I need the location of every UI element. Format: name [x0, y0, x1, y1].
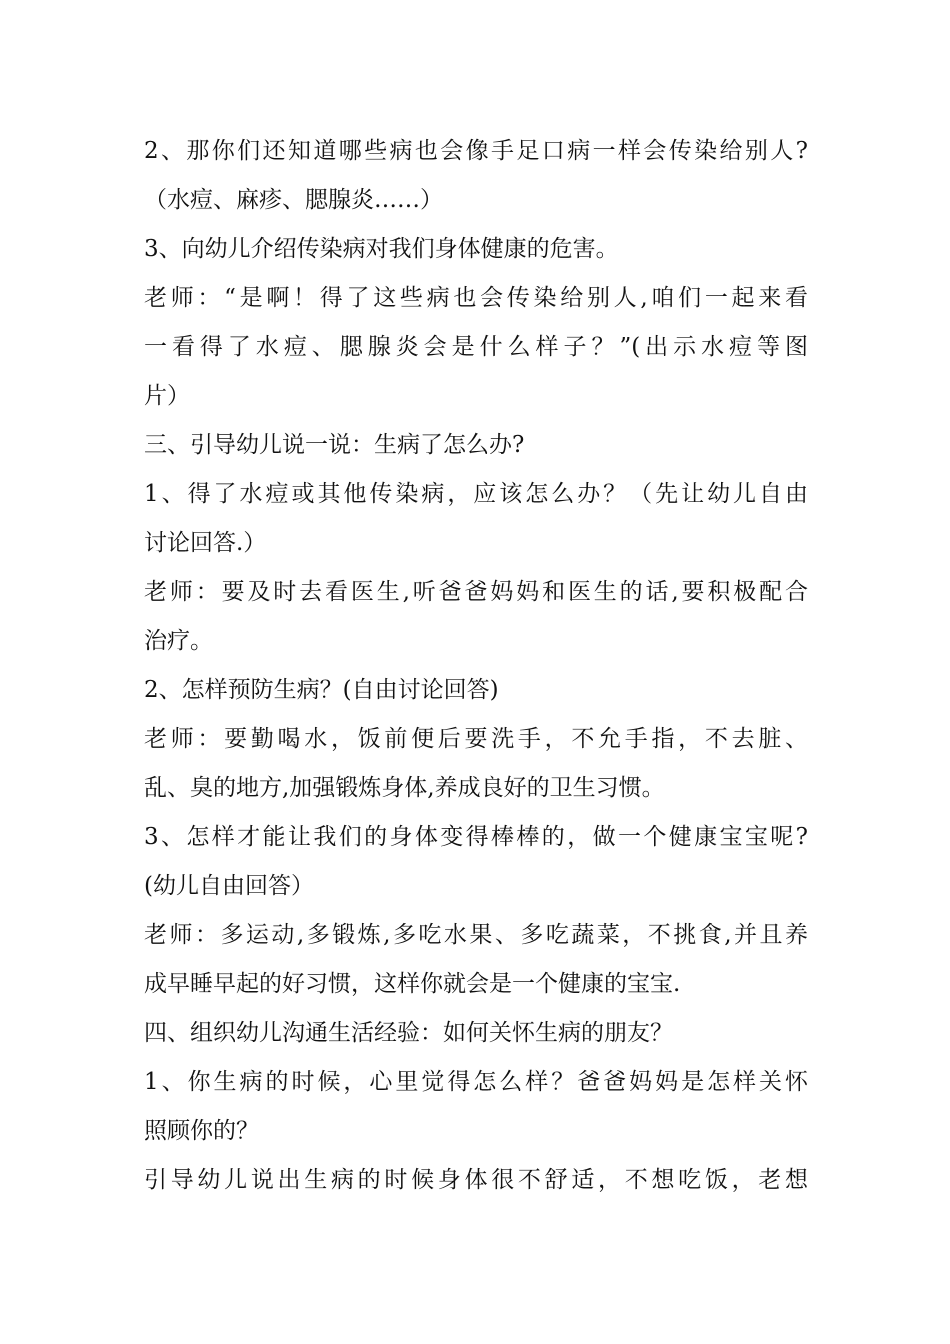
paragraph-line: 3、向幼儿介绍传染病对我们身体健康的危害。 — [144, 236, 619, 262]
section-heading: 三、引导幼儿说一说：生病了怎么办? — [144, 432, 525, 458]
paragraph-line: 1、得了水痘或其他传染病，应该怎么办？（先让幼儿自由 — [144, 481, 808, 507]
paragraph-line: 片） — [144, 383, 190, 409]
paragraph-line: (幼儿自由回答） — [144, 873, 314, 899]
paragraph-line: 2、怎样预防生病？(自由讨论回答) — [144, 677, 499, 703]
paragraph-line: 引导幼儿说出生病的时候身体很不舒适，不想吃饭，老想 — [144, 1167, 808, 1193]
paragraph-line: 3、怎样才能让我们的身体变得棒棒的，做一个健康宝宝呢? — [144, 824, 808, 850]
paragraph-line: （水痘、麻疹、腮腺炎……） — [144, 187, 443, 213]
document-body — [144, 127, 808, 1205]
paragraph-line: 老师：“是啊！得了这些病也会传染给别人,咱们一起来看 — [144, 285, 808, 311]
paragraph-line: 治疗。 — [144, 628, 213, 654]
paragraph-line: 乱、臭的地方,加强锻炼身体,养成良好的卫生习惯。 — [144, 775, 665, 801]
paragraph-line: 老师：多运动,多锻炼,多吃水果、多吃蔬菜，不挑食,并且养 — [144, 922, 808, 948]
paragraph-line: 2、那你们还知道哪些病也会像手足口病一样会传染给别人? — [144, 138, 808, 164]
paragraph-line: 照顾你的？ — [144, 1118, 259, 1144]
paragraph-line: 成早睡早起的好习惯，这样你就会是一个健康的宝宝. — [144, 971, 681, 997]
paragraph-line: 一看得了水痘、腮腺炎会是什么样子？”(出示水痘等图 — [144, 334, 808, 360]
paragraph-line: 1、你生病的时候，心里觉得怎么样？爸爸妈妈是怎样关怀 — [144, 1069, 808, 1095]
paragraph-line: 老师：要及时去看医生,听爸爸妈妈和医生的话,要积极配合 — [144, 579, 808, 605]
paragraph-line: 老师：要勤喝水，饭前便后要洗手，不允手指，不去脏、 — [144, 726, 808, 752]
paragraph-line: 讨论回答.） — [144, 530, 267, 556]
section-heading: 四、组织幼儿沟通生活经验：如何关怀生病的朋友？ — [144, 1020, 673, 1046]
